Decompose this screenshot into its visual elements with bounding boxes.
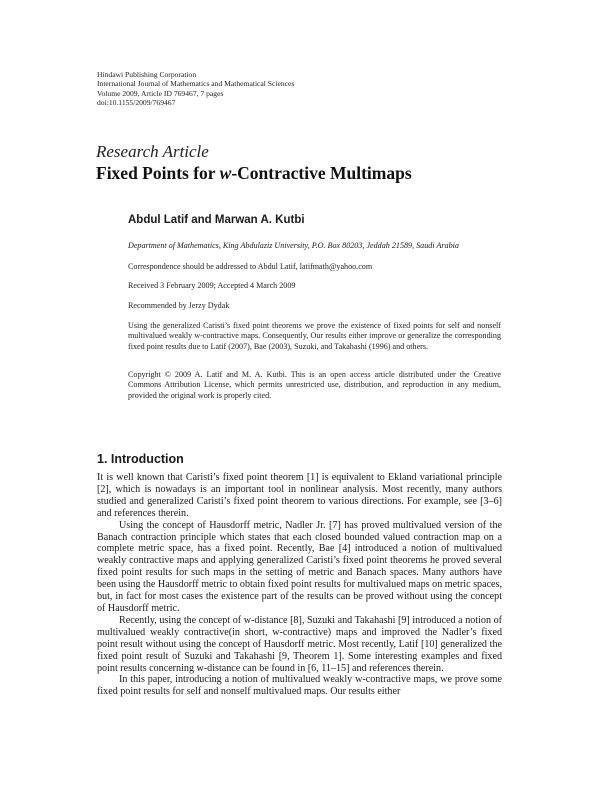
volume-info: Volume 2009, Article ID 769467, 7 pages — [97, 88, 224, 98]
paragraph: In this paper, introducing a notion of multivalued weakly w-contractive maps, we prove some fixed point results for self and nonself multivalued maps. Our results either — [97, 674, 502, 698]
copyright-notice: Copyright © 2009 A. Latif and M. A. Kutbi. This is an open access article distributed under the Creative Commons Attribution License, which permits unrestricted use, distribution, and reproduction in any medium, provided the original work is properly cited. — [128, 370, 501, 400]
paragraph: Using the concept of Hausdorff metric, Nadler Jr. [7] has proved multivalued version of the Banach contraction principle which states that each closed bounded valued contraction map on a complete metric space, has a fixed point. Recently, Bae [4] introduced a notion of multivalued weakly contractive maps and applying generalized Caristi’s fixed point theorems he proved several fixed point results for such maps in the setting of metric and Banach spaces. Many authors have been using the Hausdorff metric to obtain fixed point results for multivalued maps on metric spaces, but, in fact for most cases the existence part of the results can be proved without using the concept of Hausdorff metric. — [97, 519, 502, 614]
journal-name: International Journal of Mathematics and Mathematical Sciences — [97, 79, 295, 89]
publisher-name: Hindawi Publishing Corporation — [97, 70, 197, 79]
title-prefix: Fixed Points for — [96, 163, 220, 183]
section-heading: 1. Introduction — [97, 452, 184, 466]
article-type: Research Article — [96, 142, 209, 161]
journal-header — [97, 70, 417, 108]
recommended-by: Recommended by Jerzy Dydak — [128, 301, 230, 310]
doi: doi:10.1155/2009/769467 — [97, 98, 176, 108]
paragraph: It is well known that Caristi’s fixed point theorem [1] is equivalent to Ekland variational principle [2], which is nowadays is an important tool in nonlinear analysis. Most recently, many authors studied and generalized Caristi’s fixed point theorem to various directions. For example, see [3–6] and references therein. — [97, 472, 502, 519]
correspondence: Correspondence should be addressed to Abdul Latif, latifmath@yahoo.com — [128, 262, 373, 271]
authors: Abdul Latif and Marwan A. Kutbi — [128, 214, 305, 226]
article-title — [96, 163, 412, 184]
affiliation: Department of Mathematics, King Abdulaziz University, P.O. Box 80203, Jeddah 21589, Saudi Arabia — [128, 241, 459, 250]
abstract: Using the generalized Caristi’s fixed point theorems we prove the existence of fixed points for self and nonself multivalued weakly w-contractive maps. Consequently, Our results either improve or generalize the corresponding fixed point results due to Latif (2007), Bae (2003), Suzuki, and Takahashi (1996) and others. — [128, 321, 501, 351]
paragraph: Recently, using the concept of w-distance [8], Suzuki and Takahashi [9] introduced a notion of multivalued weakly contractive(in short, w-contractive) maps and improved the Nadler’s fixed point result without using the concept of Hausdorff metric. Most recently, Latif [10] generalized the fixed point result of Suzuki and Takahashi [9, Theorem 1]. Some interesting examples and fixed point results concerning w-distance can be found in [6, 11–15] and references therein. — [97, 614, 502, 674]
received-accepted-dates: Received 3 February 2009; Accepted 4 March 2009 — [128, 281, 296, 290]
title-w: w — [219, 163, 232, 183]
introduction-body — [97, 472, 502, 698]
title-suffix: -Contractive Multimaps — [231, 163, 412, 183]
